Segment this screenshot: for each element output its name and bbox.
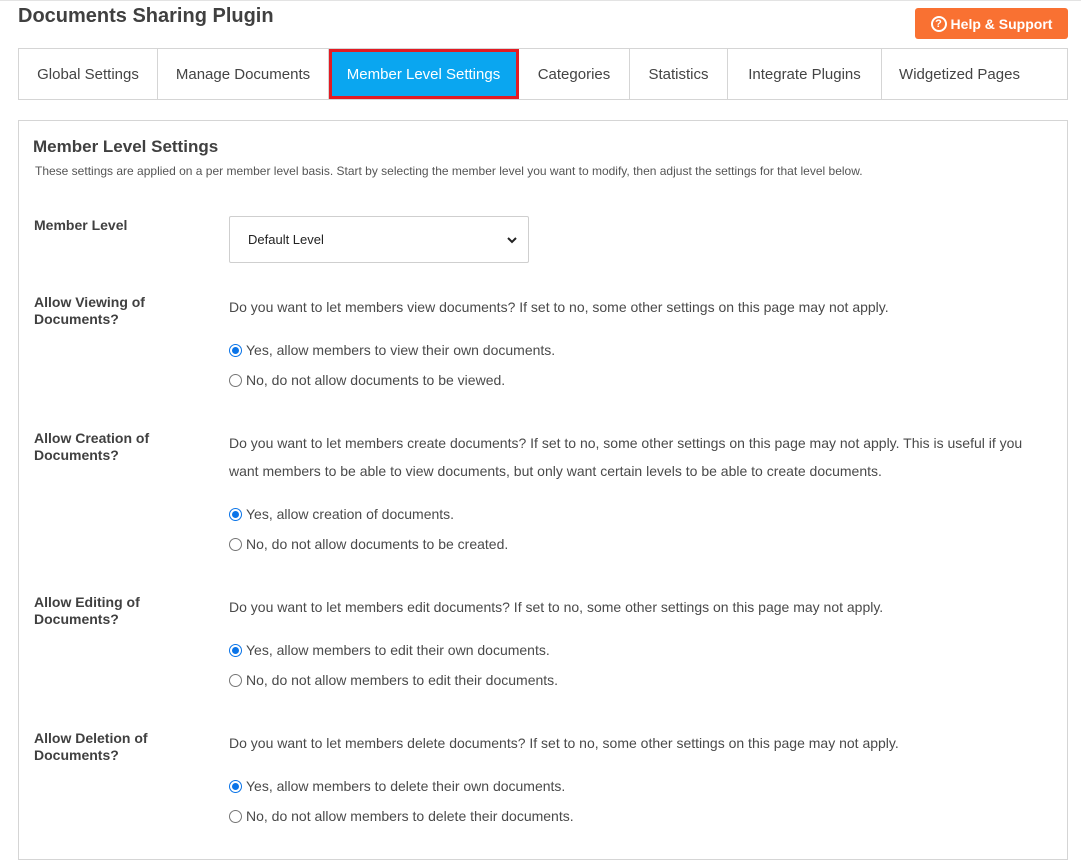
allow-creation-question: Do you want to let members create documents? If set to no, some other settings on this page may not apply. This is useful if you want members to be able to view documents, but only want certain levels to be able to create documents. (229, 435, 1023, 479)
help-support-label: Help & Support (950, 15, 1053, 32)
allow-deletion-yes-option[interactable] (229, 778, 565, 794)
allow-deletion-question: Do you want to let members delete documents? If set to no, some other settings on this page may not apply. (229, 735, 899, 751)
section-title: Member Level Settings (33, 137, 219, 156)
tab-label: Statistics (648, 65, 709, 83)
tab-label: Manage Documents (175, 65, 311, 83)
tab-label: Integrate Plugins (748, 65, 861, 83)
allow-creation-yes-label: Yes, allow creation of documents. (246, 506, 455, 522)
settings-tabs (18, 48, 1068, 100)
tab-label: Global Settings (37, 65, 139, 83)
member-level-settings-panel (18, 120, 1068, 860)
radio-checked[interactable] (229, 780, 242, 793)
allow-deletion-no-label: No, do not allow members to delete their documents. (246, 808, 574, 824)
tab-statistics[interactable] (630, 49, 728, 99)
allow-viewing-label: Allow Viewing of Documents? (34, 294, 145, 327)
radio-checked[interactable] (229, 644, 242, 657)
chevron-down-icon (506, 234, 518, 246)
question-circle-icon: ? (931, 16, 947, 32)
allow-editing-yes-option[interactable] (229, 642, 550, 658)
tab-label: Member Level Settings (346, 65, 501, 83)
tab-global-settings[interactable] (19, 49, 158, 99)
tab-member-level-settings[interactable] (329, 49, 519, 99)
allow-viewing-yes-label: Yes, allow members to view their own documents. (246, 342, 556, 358)
tab-label: Categories (537, 65, 611, 83)
tab-label: Widgetized Pages (899, 65, 1020, 83)
section-description: These settings are applied on a per member level basis. Start by selecting the member level you want to modify, then adjust the settings for that level below. (35, 164, 863, 178)
tab-integrate-plugins[interactable] (728, 49, 882, 99)
radio-checked[interactable] (229, 344, 242, 357)
allow-editing-yes-label: Yes, allow members to edit their own documents. (246, 642, 550, 658)
allow-creation-no-option[interactable] (229, 536, 508, 552)
top-border (0, 0, 1081, 1)
radio-unchecked[interactable] (229, 674, 242, 687)
radio-unchecked[interactable] (229, 810, 242, 823)
allow-creation-yes-option[interactable] (229, 506, 454, 522)
allow-deletion-no-option[interactable] (229, 808, 574, 824)
tab-widgetized-pages[interactable] (882, 49, 1037, 99)
allow-viewing-yes-option[interactable] (229, 342, 555, 358)
allow-editing-no-option[interactable] (229, 672, 558, 688)
allow-viewing-no-label: No, do not allow documents to be viewed. (246, 372, 506, 388)
member-level-selected-value: Default Level (248, 232, 324, 247)
member-level-select[interactable] (229, 216, 529, 263)
allow-editing-question: Do you want to let members edit documents? If set to no, some other settings on this page may not apply. (229, 599, 884, 615)
radio-unchecked[interactable] (229, 374, 242, 387)
allow-viewing-no-option[interactable] (229, 372, 505, 388)
allow-editing-no-label: No, do not allow members to edit their documents. (246, 672, 559, 688)
allow-viewing-question: Do you want to let members view documents? If set to no, some other settings on this page may not apply. (229, 299, 889, 315)
allow-creation-label: Allow Creation of Documents? (34, 430, 150, 463)
allow-editing-label: Allow Editing of Documents? (34, 594, 140, 627)
allow-deletion-label: Allow Deletion of Documents? (34, 730, 148, 763)
allow-creation-no-label: No, do not allow documents to be created. (246, 536, 509, 552)
help-support-button[interactable] (915, 8, 1068, 39)
tab-categories[interactable] (519, 49, 630, 99)
tab-manage-documents[interactable] (158, 49, 329, 99)
member-level-label: Member Level (34, 217, 128, 233)
radio-unchecked[interactable] (229, 538, 242, 551)
radio-checked[interactable] (229, 508, 242, 521)
page-title: Documents Sharing Plugin (18, 5, 274, 27)
allow-deletion-yes-label: Yes, allow members to delete their own documents. (246, 778, 566, 794)
